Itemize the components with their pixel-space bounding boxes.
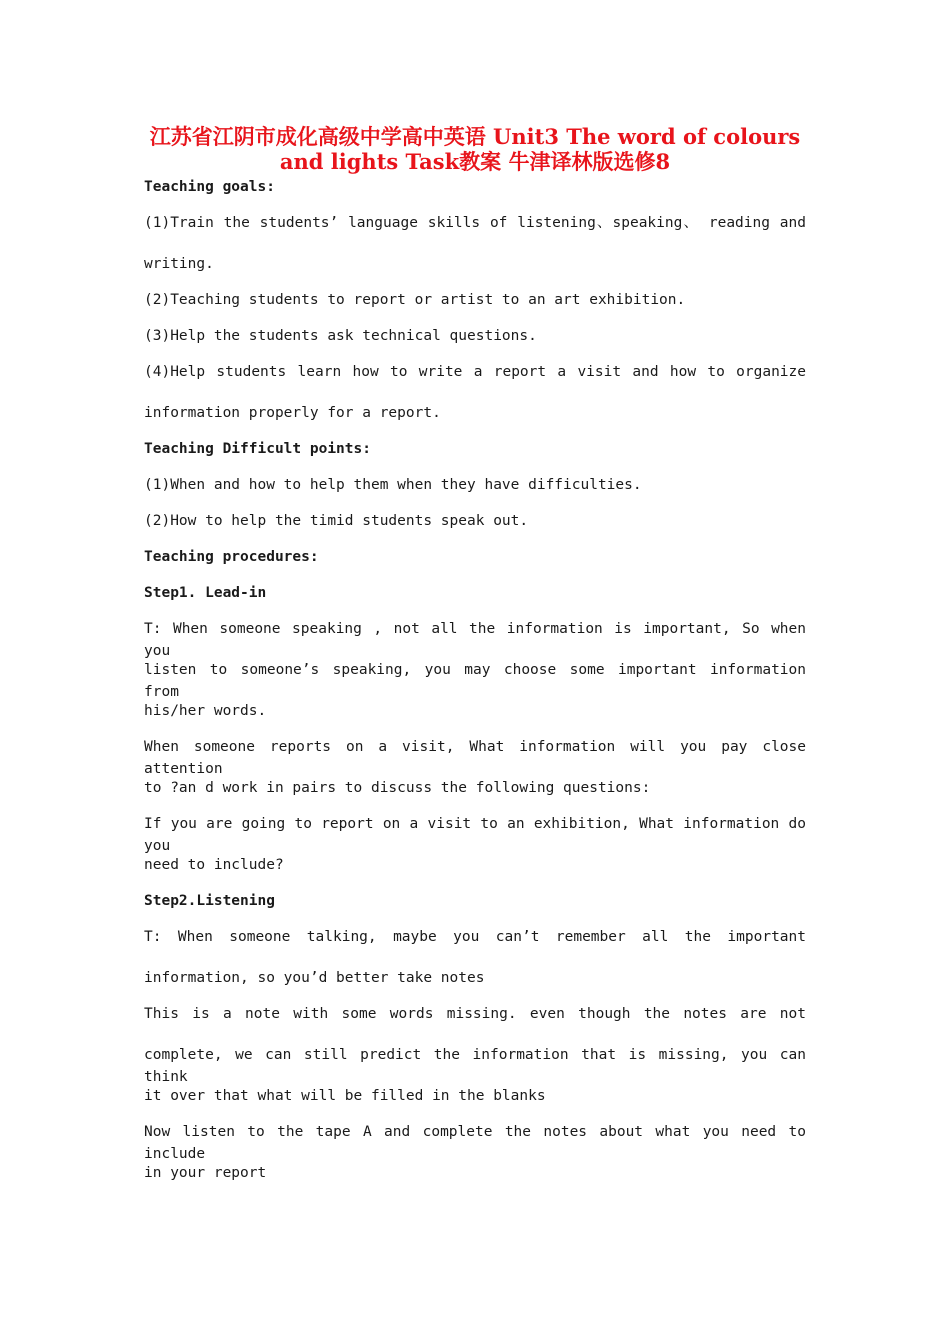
title-line-2: and lights Task教案 牛津译林版选修8 xyxy=(279,149,671,174)
step-1-paragraph-1-line-2: listen to someone’s speaking, you may choose some important information from xyxy=(144,662,806,700)
step-1-heading: Step1. Lead-in xyxy=(144,585,267,601)
step-2-paragraph-2-line-2: complete, we can still predict the information that is missing, you can think xyxy=(144,1047,806,1085)
step-2-paragraph-3-line-1: Now listen to the tape A and complete the notes about what you need to include xyxy=(144,1124,806,1162)
document-body xyxy=(144,176,806,1198)
goal-3: (3)Help the students ask technical questions. xyxy=(144,328,537,344)
goal-4-line-1: (4)Help students learn how to write a report a visit and how to organize xyxy=(144,364,806,380)
goal-4-line-2: information properly for a report. xyxy=(144,405,441,421)
step-1-paragraph-3-line-2: need to include? xyxy=(144,857,284,873)
step-2-heading: Step2.Listening xyxy=(144,893,275,909)
goal-1-line-2: writing. xyxy=(144,256,214,272)
step-1-paragraph-3-line-1: If you are going to report on a visit to an exhibition, What information do you xyxy=(144,816,806,854)
step-2-paragraph-1-line-2: information, so you’d better take notes xyxy=(144,970,485,986)
step-1-paragraph-2-line-2: to ?an d work in pairs to discuss the following questions: xyxy=(144,780,651,796)
difficult-point-1: (1)When and how to help them when they have difficulties. xyxy=(144,477,642,493)
step-1-paragraph-1-line-1: T: When someone speaking , not all the information is important, So when you xyxy=(144,621,806,659)
step-1-paragraph-1-line-3: his/her words. xyxy=(144,703,267,719)
teaching-goals-heading: Teaching goals: xyxy=(144,179,275,195)
step-2-paragraph-2-line-3: it over that what will be filled in the blanks xyxy=(144,1088,546,1104)
teaching-procedures-heading: Teaching procedures: xyxy=(144,549,319,565)
title-line-1: 江苏省江阴市成化高级中学高中英语 Unit3 The word of colours xyxy=(149,124,801,149)
step-2-paragraph-3-line-2: in your report xyxy=(144,1165,267,1181)
difficult-point-2: (2)How to help the timid students speak out. xyxy=(144,513,529,529)
goal-2: (2)Teaching students to report or artist to an art exhibition. xyxy=(144,292,686,308)
step-2-paragraph-1-line-1: T: When someone talking, maybe you can’t remember all the important xyxy=(144,929,806,945)
goal-1-line-1: (1)Train the students’ language skills of listening、speaking、 reading and xyxy=(144,215,806,231)
document-title xyxy=(130,124,820,174)
difficult-points-heading: Teaching Difficult points: xyxy=(144,441,371,457)
step-2-paragraph-2-line-1: This is a note with some words missing. even though the notes are not xyxy=(144,1006,806,1022)
step-1-paragraph-2-line-1: When someone reports on a visit, What information will you pay close attention xyxy=(144,739,806,777)
